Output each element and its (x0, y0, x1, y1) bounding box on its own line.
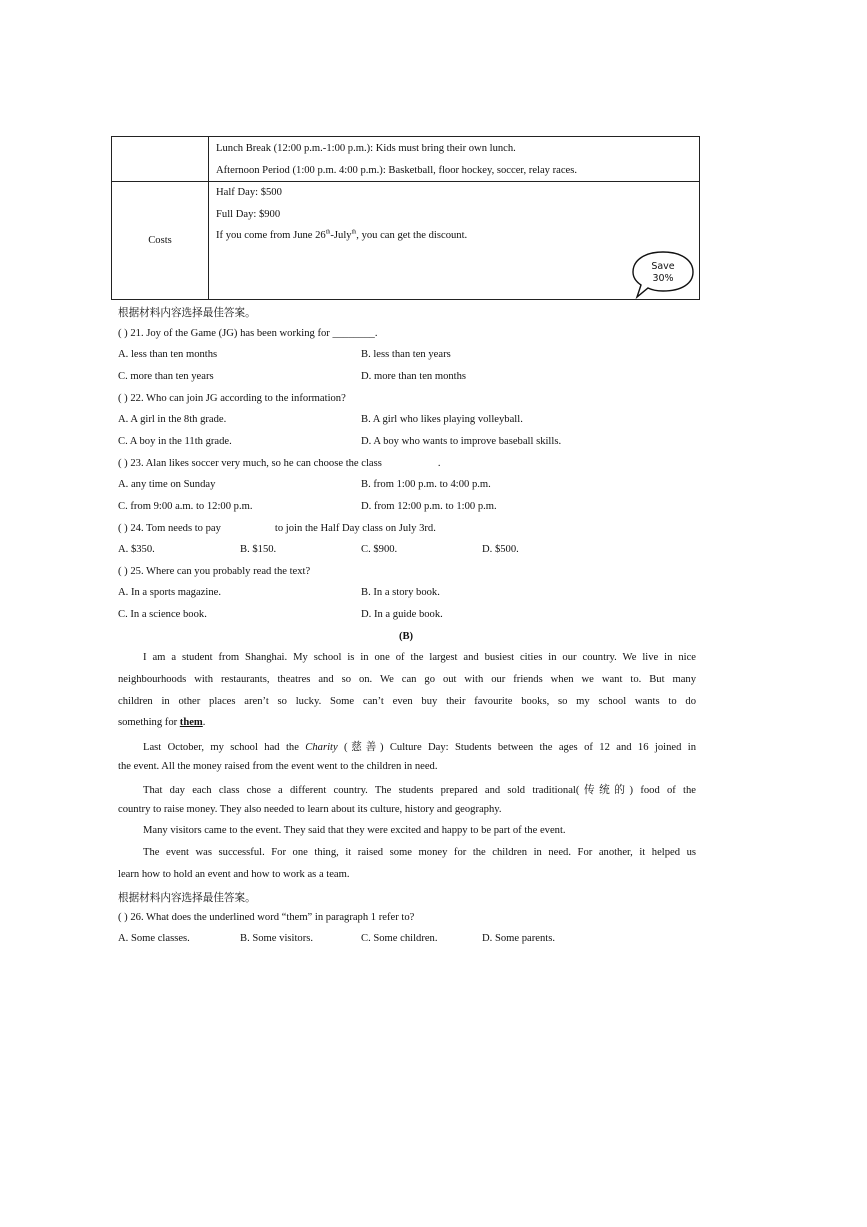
q23-option-d[interactable]: D. from 12:00 p.m. to 1:00 p.m. (361, 501, 497, 512)
instruction-b: 根据材料内容选择最佳答案。 (118, 893, 256, 904)
q23-option-c[interactable]: C. from 9:00 a.m. to 12:00 p.m. (118, 501, 253, 512)
q22-option-b[interactable]: B. A girl who likes playing volleyball. (361, 414, 523, 425)
q26-option-a[interactable]: A. Some classes. (118, 933, 190, 944)
q26-option-c[interactable]: C. Some children. (361, 933, 438, 944)
q21-option-c[interactable]: C. more than ten years (118, 371, 214, 382)
q22-option-a[interactable]: A. A girl in the 8th grade. (118, 414, 227, 425)
passage-p1-line2: neighbourhoods with restaurants, theatres and so on. We can go out with our friends when we want to. But many (118, 674, 696, 685)
passage-p5-line1: The event was successful. For one thing, it raised some money for the children in need. For another, it helped us (143, 847, 696, 858)
underlined-word-them: them (179, 717, 203, 728)
q22-stem: ( ) 22. Who can join JG according to the information? (118, 393, 346, 404)
table-divider-vertical (208, 137, 209, 299)
q24-option-b[interactable]: B. $150. (240, 544, 277, 555)
q25-option-a[interactable]: A. In a sports magazine. (118, 587, 221, 598)
passage-p2-line2: the event. All the money raised from the event went to the children in need. (118, 761, 438, 772)
passage-p3-line1: That day each class chose a different country. The students prepared and sold traditional(传统的) food of the (143, 785, 696, 796)
badge-line2: 30% (652, 273, 674, 284)
afternoon-period-text: Afternoon Period (1:00 p.m. 4:00 p.m.): Basketball, floor hockey, soccer, relay races. (216, 165, 578, 176)
passage-p1-line3: children in other places aren’t so lucky. Some can’t even buy their favourite books, so my school wants to do (118, 696, 696, 707)
passage-p4: Many visitors came to the event. They said that they were excited and happy to be part of the event. (143, 825, 566, 836)
table-divider-horizontal (112, 181, 699, 182)
passage-p2-line1: Last October, my school had the Charity (慈善) Culture Day: Students between the ages of 12 and 16 joined in (143, 742, 696, 753)
q22-option-d[interactable]: D. A boy who wants to improve baseball skills. (361, 436, 562, 447)
q25-option-b[interactable]: B. In a story book. (361, 587, 440, 598)
passage-p5-line2: learn how to hold an event and how to work as a team. (118, 869, 350, 880)
save-badge (631, 250, 695, 298)
q21-option-b[interactable]: B. less than ten years (361, 349, 451, 360)
lunch-break-text: Lunch Break (12:00 p.m.-1:00 p.m.): Kids must bring their own lunch. (216, 143, 516, 154)
section-b-heading: (B) (398, 631, 414, 642)
q24-option-a[interactable]: A. $350. (118, 544, 155, 555)
q21-option-a[interactable]: A. less than ten months (118, 349, 218, 360)
half-day-cost: Half Day: $500 (216, 187, 282, 198)
q22-option-c[interactable]: C. A boy in the 11th grade. (118, 436, 232, 447)
passage-p1-line4: something for them. (118, 717, 206, 728)
q24-option-c[interactable]: C. $900. (361, 544, 398, 555)
instruction-a: 根据材料内容选择最佳答案。 (118, 308, 256, 319)
q24-option-d[interactable]: D. $500. (482, 544, 519, 555)
q26-stem: ( ) 26. What does the underlined word “them” in paragraph 1 refer to? (118, 912, 415, 923)
costs-label: Costs (148, 235, 172, 246)
q21-stem: ( ) 21. Joy of the Game (JG) has been working for ________. (118, 328, 378, 339)
full-day-cost: Full Day: $900 (216, 209, 281, 220)
q25-option-c[interactable]: C. In a science book. (118, 609, 207, 620)
q24-stem: ( ) 24. Tom needs to pay to join the Half Day class on July 3rd. (118, 523, 436, 534)
q26-option-d[interactable]: D. Some parents. (482, 933, 555, 944)
q25-option-d[interactable]: D. In a guide book. (361, 609, 443, 620)
discount-text: If you come from June 26th-July$^{th}$, you can get the discount. (216, 229, 468, 241)
passage-p1-line1: I am a student from Shanghai. My school is in one of the largest and busiest cities in our country. We live in nice (143, 652, 696, 663)
q23-option-b[interactable]: B. from 1:00 p.m. to 4:00 p.m. (361, 479, 491, 490)
badge-line1: Save (651, 261, 675, 272)
schedule-table (111, 136, 700, 300)
q21-option-d[interactable]: D. more than ten months (361, 371, 467, 382)
q23-stem: ( ) 23. Alan likes soccer very much, so he can choose the class . (118, 458, 441, 469)
q25-stem: ( ) 25. Where can you probably read the text? (118, 566, 311, 577)
passage-p3-line2: country to raise money. They also needed to learn about its culture, history and geography. (118, 804, 502, 815)
q26-option-b[interactable]: B. Some visitors. (240, 933, 313, 944)
q23-option-a[interactable]: A. any time on Sunday (118, 479, 216, 490)
